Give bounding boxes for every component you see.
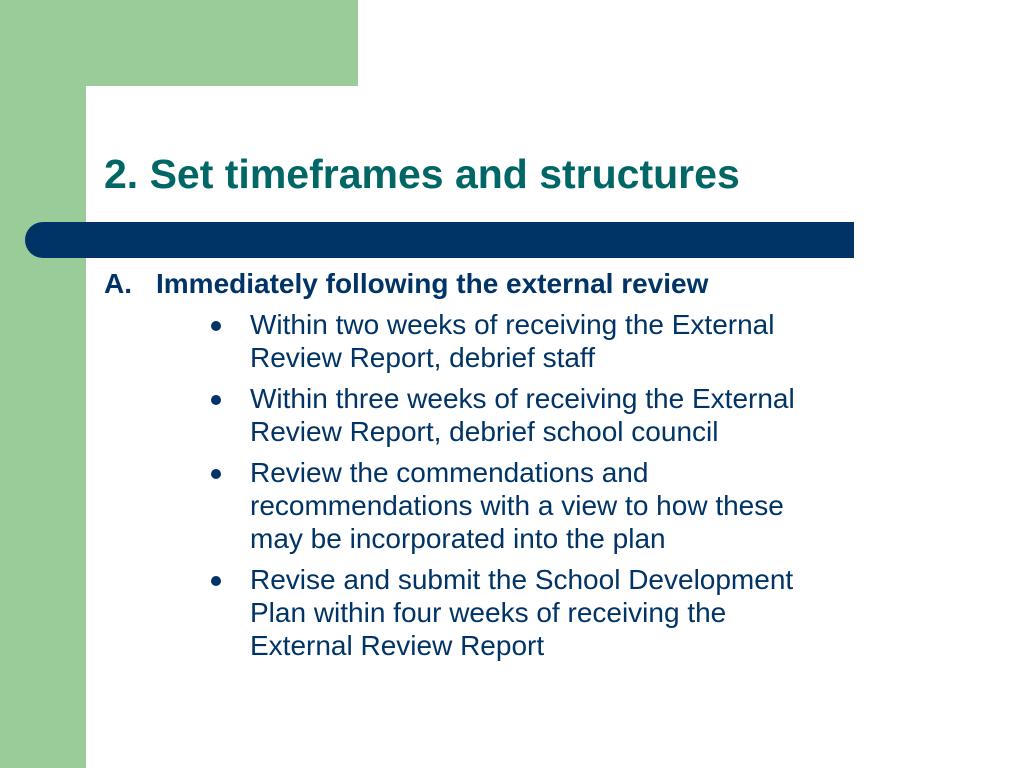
bullet-item xyxy=(208,308,928,374)
section-heading-text: Immediately following the external review xyxy=(156,268,709,299)
bullet-item xyxy=(208,456,928,555)
slide-title: 2. Set timeframes and structures xyxy=(104,151,740,197)
bullet-line: Within two weeks of receiving the External xyxy=(250,309,775,340)
section-marker: A. xyxy=(104,268,132,299)
bullet-line: Review Report, debrief school council xyxy=(250,416,719,447)
bullet-line: may be incorporated into the plan xyxy=(250,523,666,554)
bullet-line: Revise and submit the School Development xyxy=(250,564,794,595)
bullet-dot-icon xyxy=(211,469,221,479)
bullet-item xyxy=(208,382,928,448)
bullet-dot-icon xyxy=(211,576,221,586)
bullet-line: Review Report, debrief staff xyxy=(250,342,595,373)
section-heading xyxy=(104,266,708,302)
bullet-line: Plan within four weeks of receiving the xyxy=(250,597,727,628)
bullet-list xyxy=(208,308,928,670)
bullet-line: Review the commendations and xyxy=(250,457,649,488)
bullet-dot-icon xyxy=(211,395,221,405)
green-decor-left xyxy=(0,0,86,768)
bullet-line: Within three weeks of receiving the External xyxy=(250,383,795,414)
bullet-item xyxy=(208,563,928,662)
bullet-line: recommendations with a view to how these xyxy=(250,490,784,521)
bullet-dot-icon xyxy=(211,321,221,331)
bullet-line: External Review Report xyxy=(250,630,545,661)
title-underline-bar xyxy=(25,222,854,258)
